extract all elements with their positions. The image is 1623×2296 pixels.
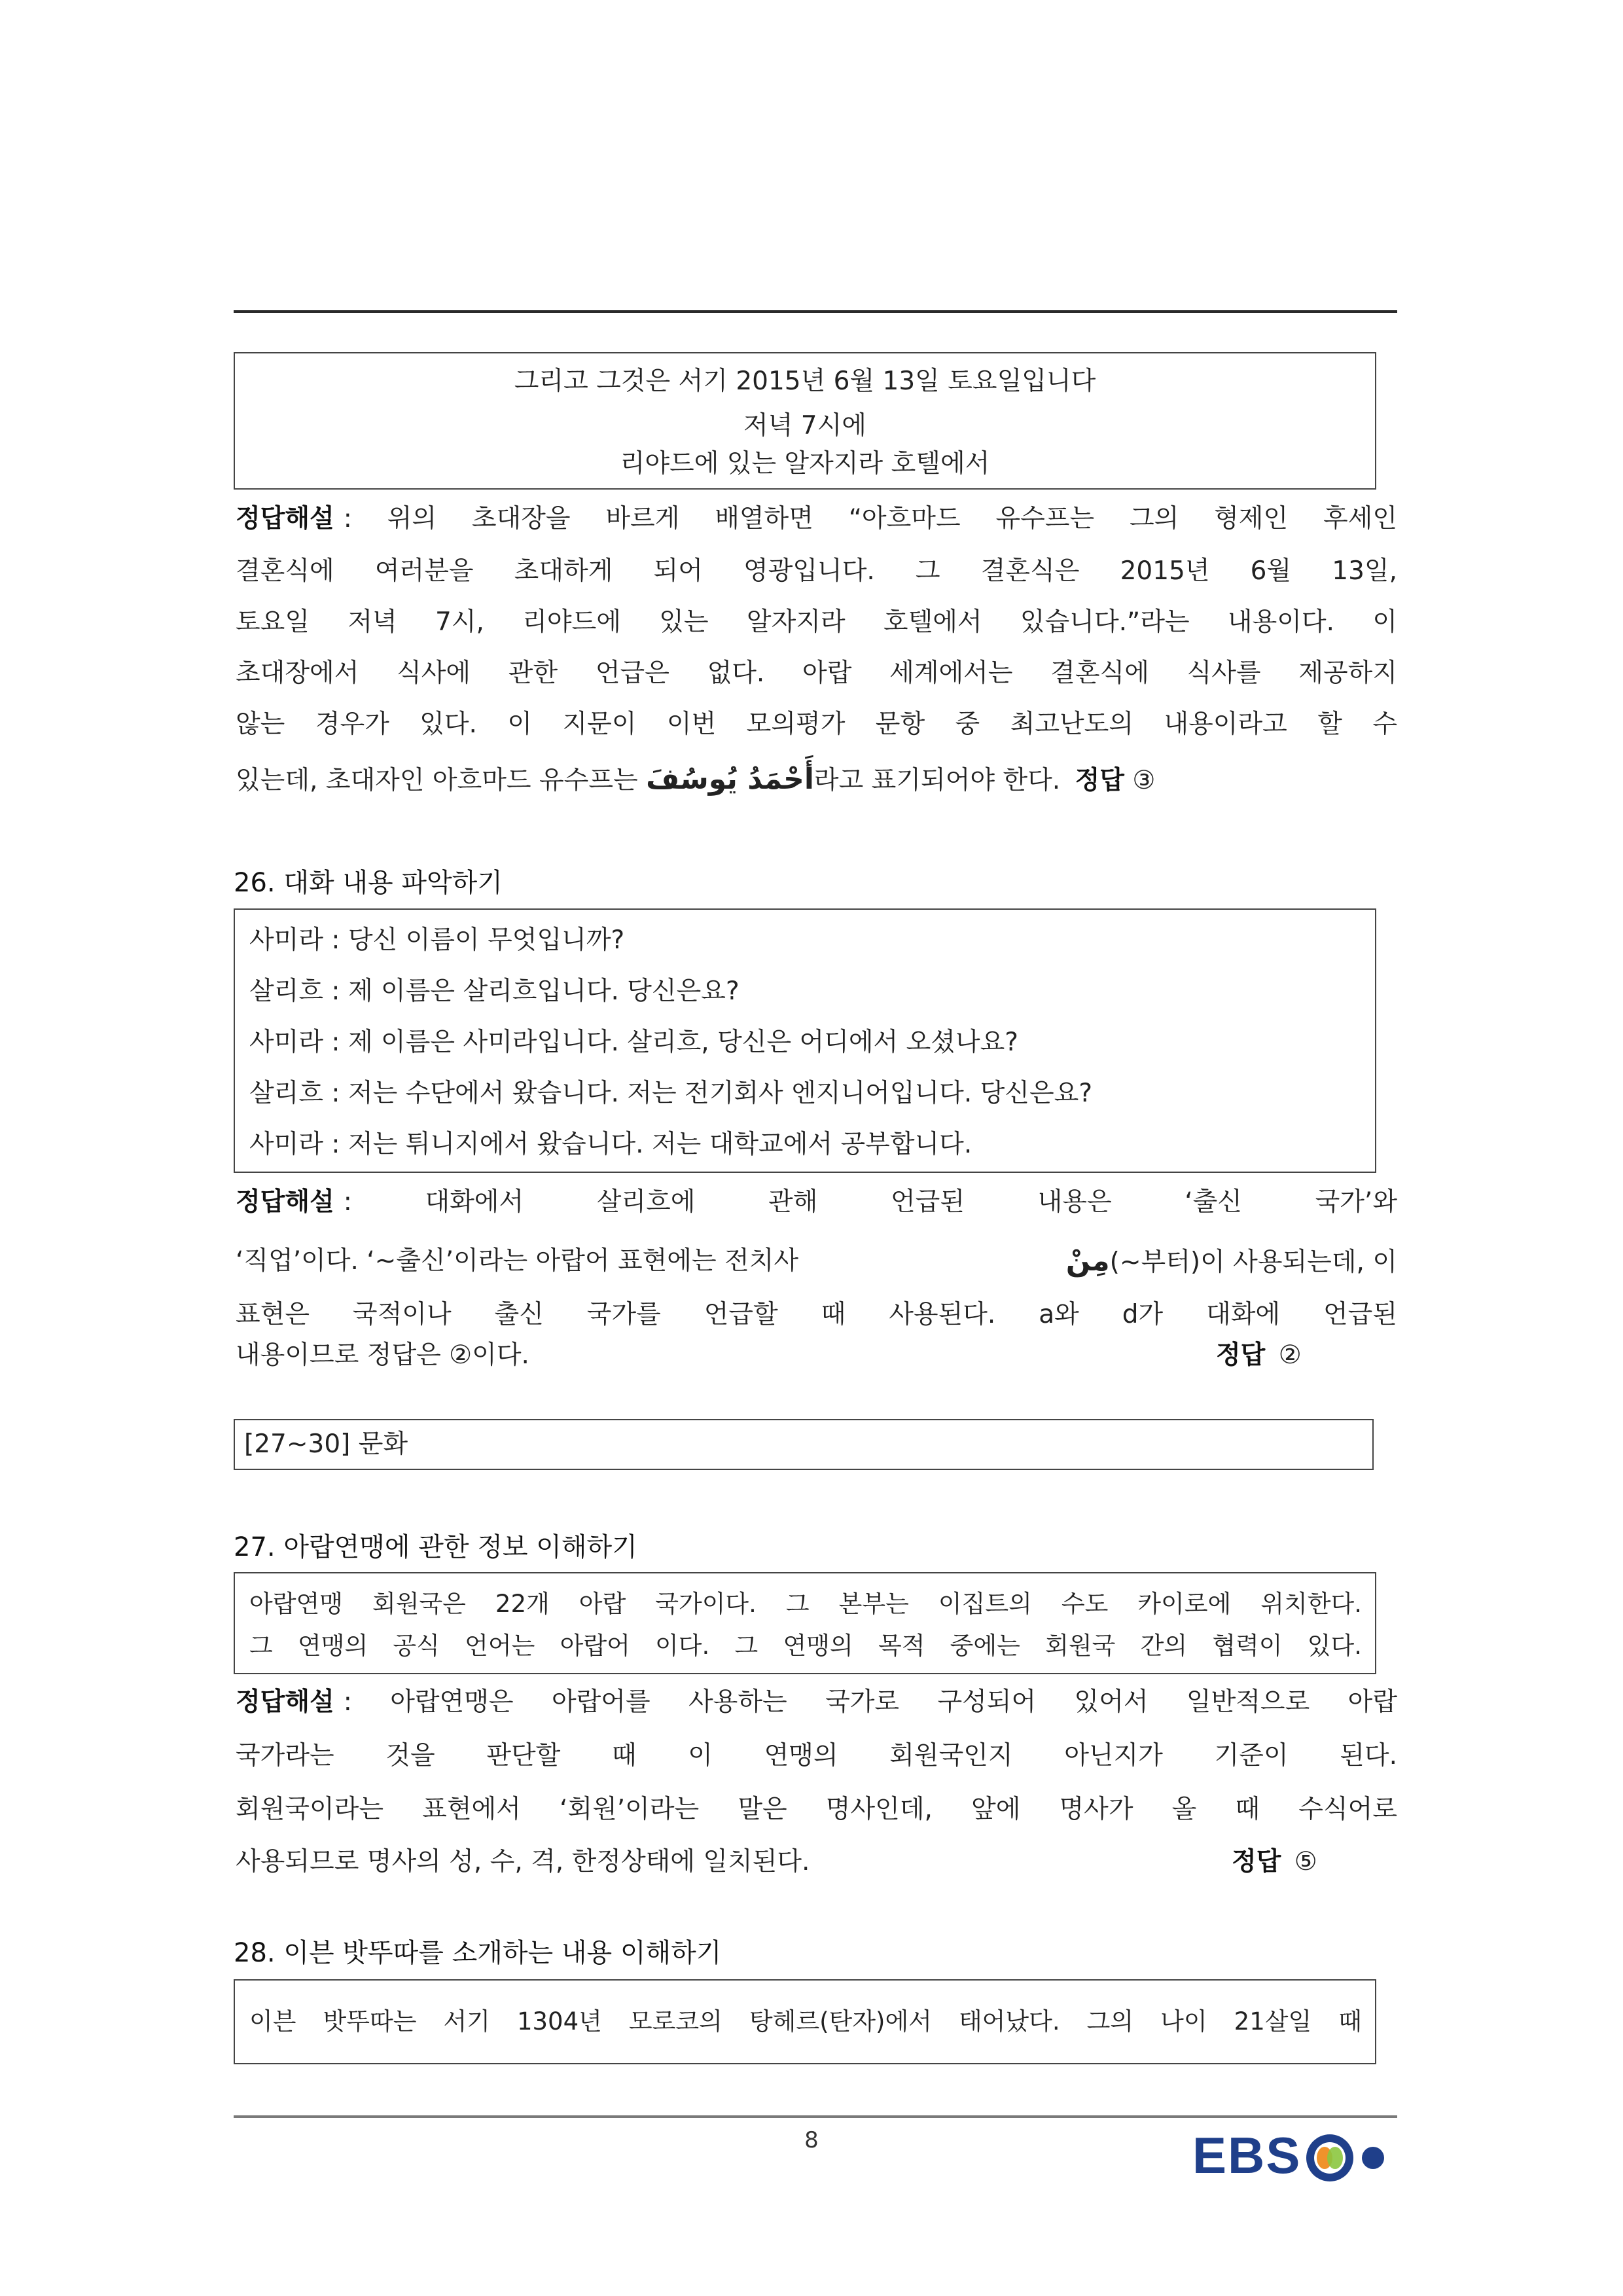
dialogue-line: 살리흐 : 제 이름은 살리흐입니다. 당신은요? [249,977,740,1006]
explanation-line: 표현은 국적이나 출신 국가를 언급할 때 사용된다. a와 d가 대화에 언급된 [236,1300,1397,1329]
ebs-logo-mark-icon [1302,2128,1400,2187]
section-box [234,1419,1374,1470]
explanation-line: 회원국이라는 표현에서 ‘회원’이라는 말은 명사인데, 앞에 명사가 올 때 수식어로 [236,1795,1397,1824]
passage-box [234,1979,1376,2064]
passage-box [234,1572,1376,1674]
dialogue-line: 사미라 : 제 이름은 사미라입니다. 살리흐, 당신은 어디에서 오셨나요? [249,1028,1019,1057]
explanation-label: 정답해설 [236,1687,334,1717]
explanation-line: 결혼식에 여러분을 초대하게 되어 영광입니다. 그 결혼식은 2015년 6월 13일, [236,556,1397,586]
explanation-line: 초대장에서 식사에 관한 언급은 없다. 아랍 세계에서는 결혼식에 식사를 제공하지 [236,658,1397,688]
dialogue-box [234,908,1376,1173]
explanation-line: 내용이므로 정답은 ②이다. [236,1340,529,1370]
arabic-preposition: مِنْ [1065,1244,1110,1278]
explanation-label: 정답해설 [236,504,334,533]
answer-value: ⑤ [1294,1847,1317,1876]
invitation-line: 그리고 그것은 서기 2015년 6월 13일 토요일입니다 [514,367,1096,396]
invitation-line: 리야드에 있는 알자지라 호텔에서 [620,449,990,478]
explanation-line: 않는 경우가 있다. 이 지문이 이번 모의평가 문항 중 최고난도의 내용이라고 할 수 [236,709,1397,739]
section-label: [27~30] 문화 [244,1429,408,1459]
explanation-line: 사용되므로 명사의 성, 수, 격, 한정상태에 일치된다. [236,1847,810,1876]
explanation-line: 있는데, 초대자인 아흐마드 유수프는 [236,766,638,795]
dialogue-line: 사미라 : 저는 튀니지에서 왔습니다. 저는 대학교에서 공부합니다. [249,1130,972,1159]
q26-heading: 26. 대화 내용 파악하기 [234,868,503,898]
explanation-line: : 위의 초대장을 바르게 배열하면 “아흐마드 유수프는 그의 형제인 후세인 [343,504,1397,533]
header-rule [234,310,1397,313]
answer-label: 정답 [1075,766,1124,795]
explanation-line: 토요일 저녁 7시, 리야드에 있는 알자지라 호텔에서 있습니다.”라는 내용이다. 이 [236,607,1397,637]
explanation-line: 라고 표기되어야 한다. [813,766,1061,795]
dialogue-line: 살리흐 : 저는 수단에서 왔습니다. 저는 전기회사 엔지니어입니다. 당신은요? [249,1079,1093,1108]
ebs-logo [1192,2121,1402,2193]
explanation-line: (~부터)이 사용되는데, 이 [1109,1247,1397,1277]
dialogue-line: 사미라 : 당신 이름이 무엇입니까? [249,925,625,955]
explanation-label: 정답해설 [236,1187,334,1217]
explanation-line: : 대화에서 살리흐에 관해 언급된 내용은 ‘출신 국가’와 [343,1187,1397,1217]
q27-heading: 27. 아랍연맹에 관한 정보 이해하기 [234,1532,637,1562]
answer-label: 정답 [1232,1847,1281,1876]
passage-line: 그 연맹의 공식 언어는 아랍어 이다. 그 연맹의 목적 중에는 회원국 간의 협력이 있다. [249,1632,1362,1660]
footer-rule [234,2115,1397,2118]
passage-line: 이븐 밧뚜따는 서기 1304년 모로코의 탕헤르(탄자)에서 태어났다. 그의 나이 21살일 때 [249,2007,1362,2036]
explanation-line: 국가라는 것을 판단할 때 이 연맹의 회원국인지 아닌지가 기준이 된다. [236,1741,1397,1770]
answer-value: ② [1278,1340,1302,1370]
arabic-name: أَحْمَدُ يُوسُفَ [646,762,814,796]
invitation-line: 저녁 7시에 [743,411,866,440]
invitation-box [234,352,1376,490]
ebs-logo-text: EBS [1192,2126,1302,2184]
explanation-line: ‘직업’이다. ‘~출신’이라는 아랍어 표현에는 전치사 [236,1246,799,1276]
answer-label: 정답 [1216,1340,1266,1370]
page-number: 8 [804,2127,819,2153]
answer-value: ③ [1132,766,1156,795]
explanation-line: : 아랍연맹은 아랍어를 사용하는 국가로 구성되어 있어서 일반적으로 아랍 [343,1687,1397,1717]
passage-line: 아랍연맹 회원국은 22개 아랍 국가이다. 그 본부는 이집트의 수도 카이로에 위치한다. [249,1590,1362,1618]
q28-heading: 28. 이븐 밧뚜따를 소개하는 내용 이해하기 [234,1938,722,1968]
